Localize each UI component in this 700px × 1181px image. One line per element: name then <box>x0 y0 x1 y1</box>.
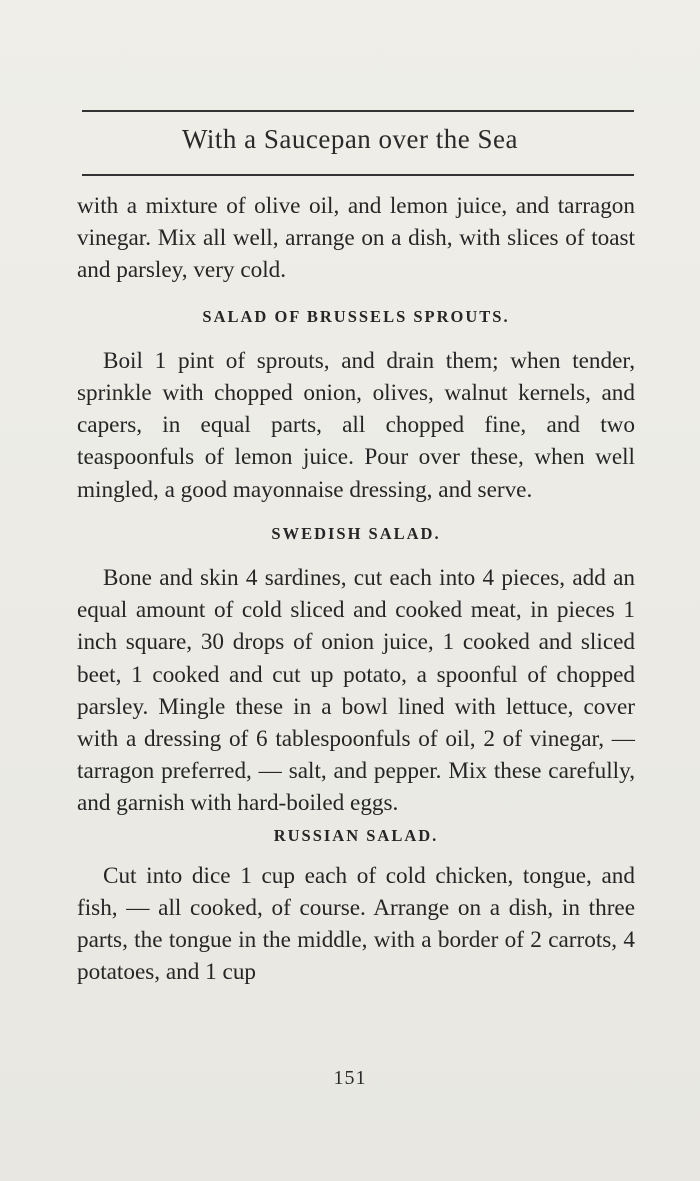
header-rule-bottom <box>82 174 634 176</box>
recipe-text-brussels-sprouts: Boil 1 pint of sprouts, and drain them; when tender, sprinkle with chopped onion, olives, walnut kernels, and capers, in equal parts, all chopped fine, and two teaspoonfuls of lemon juice. Pour over these, when well mingled, a good mayonnaise dressing, and serve. <box>77 347 635 503</box>
recipe-text-russian-salad: Cut into dice 1 cup each of cold chicken, tongue, and fish, — all cooked, of course. Arrange on a dish, in three parts, the tongue in the middle, with a border of 2 carrots, 4 potatoes, and 1 cup <box>77 862 635 986</box>
running-head: With a Saucepan over the Sea <box>181 124 519 154</box>
recipe-title-brussels-sprouts: SALAD OF BRUSSELS SPROUTS. <box>202 306 510 326</box>
recipe-text-swedish-salad: Bone and skin 4 sardines, cut each into 4 pieces, add an equal amount of cold sliced and cooked meat, in pieces 1 inch square, 30 drops of onion juice, 1 cooked and sliced beet, 1 cooked and cut up potato, a spoonful of chopped parsley. Mingle these in a bowl lined with lettuce, cover with a dressing of 6 tablespoonfuls of oil, 2 of vinegar, — tarragon preferred, — salt, and pepper. Mix these carefully, and garnish with hard-boiled eggs. <box>77 565 635 817</box>
intro-paragraph: with a mixture of olive oil, and lemon juice, and tarragon vinegar. Mix all well, arrange on a dish, with slices of toast and parsley, very cold. <box>77 193 635 284</box>
header-rule-top <box>82 110 634 112</box>
page-number: 151 <box>333 1067 367 1089</box>
recipe-title-russian-salad: RUSSIAN SALAD. <box>273 825 439 845</box>
recipe-title-swedish-salad: SWEDISH SALAD. <box>271 523 441 543</box>
page-body <box>77 190 635 989</box>
